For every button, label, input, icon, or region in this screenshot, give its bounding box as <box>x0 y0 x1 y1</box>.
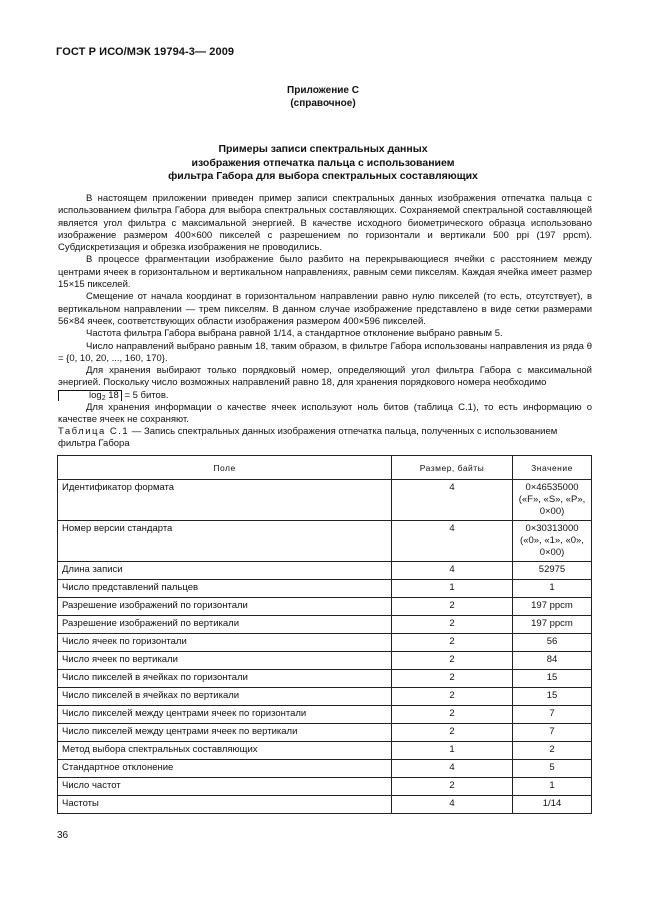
cell-value: 1 <box>513 778 592 796</box>
paragraph-text: = 5 битов. <box>121 389 169 401</box>
annex-subtitle: (справочное) <box>290 98 356 109</box>
table-row <box>58 706 592 724</box>
title-line-2: изображения отпечатка пальца с использованием <box>191 156 455 169</box>
standard-header: ГОСТ Р ИСО/МЭК 19794-3— 2009 <box>56 46 235 58</box>
cell-size: 2 <box>392 598 513 616</box>
log-argument: 18 <box>105 389 119 401</box>
table-row <box>58 796 592 814</box>
body-text <box>58 193 592 427</box>
cell-field: Разрешение изображений по горизонтали <box>58 598 392 616</box>
ceiling-expression <box>58 390 122 401</box>
cell-field: Разрешение изображений по вертикали <box>58 616 392 634</box>
table-row <box>58 760 592 778</box>
cell-size: 2 <box>392 724 513 742</box>
cell-field: Метод выбора спектральных составляющих <box>58 742 392 760</box>
table-row <box>58 598 592 616</box>
paragraph: Число направлений выбрано равным 18, таким образом, в фильтре Габора использованы направления из ряда θ = {0, 10, 20, ..., 160, 170}. <box>58 340 592 364</box>
cell-value: 0×46535000 («F», «S», «P», 0×00) <box>513 480 592 521</box>
section-title <box>0 143 646 184</box>
header-value: Значение <box>513 456 592 480</box>
cell-value: 197 ppcm <box>513 598 592 616</box>
cell-size: 2 <box>392 688 513 706</box>
table-row <box>58 580 592 598</box>
cell-field: Число пикселей между центрами ячеек по горизонтали <box>58 706 392 724</box>
title-line-1: Примеры записи спектральных данных <box>218 143 428 155</box>
cell-field: Число пикселей в ячейках по вертикали <box>58 688 392 706</box>
table-caption <box>58 426 592 451</box>
cell-field: Длина записи <box>58 562 392 580</box>
cell-size: 2 <box>392 778 513 796</box>
paragraph-text: Для хранения выбирают только порядковый номер, определяющий угол фильтра Габора с максимальной энергией. Поскольку число возможных направлений равно 18, для хранения порядкового номера необходимо <box>58 365 592 389</box>
cell-size: 4 <box>392 480 513 521</box>
cell-size: 4 <box>392 760 513 778</box>
table-row <box>58 521 592 562</box>
header-field: Поле <box>58 456 392 480</box>
cell-value: 2 <box>513 742 592 760</box>
table-row <box>58 742 592 760</box>
cell-value: 15 <box>513 670 592 688</box>
cell-field: Число пикселей в ячейках по горизонтали <box>58 670 392 688</box>
cell-field: Номер версии стандарта <box>58 521 392 562</box>
header-size: Размер, байты <box>392 456 513 480</box>
table-row <box>58 670 592 688</box>
table-row <box>58 724 592 742</box>
cell-size: 2 <box>392 652 513 670</box>
cell-value: 56 <box>513 634 592 652</box>
cell-size: 1 <box>392 580 513 598</box>
cell-size: 1 <box>392 742 513 760</box>
table-row <box>58 688 592 706</box>
log-base: 2 <box>101 394 106 402</box>
page-number: 36 <box>57 830 69 841</box>
annex-heading <box>0 84 646 110</box>
table-row <box>58 634 592 652</box>
cell-value: 0×30313000 («0», «1», «0», 0×00) <box>513 521 592 562</box>
cell-value: 7 <box>513 706 592 724</box>
cell-field: Число ячеек по вертикали <box>58 652 392 670</box>
table-row <box>58 778 592 796</box>
table-row <box>58 562 592 580</box>
cell-value: 84 <box>513 652 592 670</box>
cell-value: 5 <box>513 760 592 778</box>
table-header-row <box>58 456 592 480</box>
paragraph: Для хранения информации о качестве ячеек используют ноль битов (таблица С.1), то есть информацию о качестве ячеек не сохраняют. <box>58 402 592 426</box>
table-row <box>58 616 592 634</box>
cell-field: Частоты <box>58 796 392 814</box>
cell-size: 2 <box>392 706 513 724</box>
cell-value: 197 ppcm <box>513 616 592 634</box>
cell-size: 4 <box>392 796 513 814</box>
cell-field: Стандартное отклонение <box>58 760 392 778</box>
cell-field: Число пикселей между центрами ячеек по вертикали <box>58 724 392 742</box>
spectral-data-table <box>57 455 592 814</box>
paragraph: Смещение от начала координат в горизонтальном направлении равно нулю пикселей (то есть, отсутствует), в вертикальном направлении — трем пикселям. В данном случае изображение представлено в виде сетки размерами 56×84 ячеек, соответствующих области изображения размером 400×596 пикселей. <box>58 291 592 327</box>
table-caption-label: Таблица С.1 <box>58 426 130 437</box>
paragraph <box>58 365 592 402</box>
paragraph: Частота фильтра Габора выбрана равной 1/14, а стандартное отклонение выбрано равным 5. <box>86 328 503 340</box>
paragraph: В процессе фрагментации изображение было разбито на перекрывающиеся ячейки с расстоянием между центрами ячеек в горизонтальном и вертикальном направлениях, равным семи пикселям. Каждая ячейка имеет размер 15×15 пикселей. <box>58 254 592 291</box>
cell-field: Число частот <box>58 778 392 796</box>
cell-value: 15 <box>513 688 592 706</box>
log-text: log <box>89 389 102 401</box>
table-row <box>58 480 592 521</box>
paragraph: В настоящем приложении приведен пример записи спектральных данных изображения отпечатка пальца с использованием фильтра Габора для выбора спектральных составляющих. Сохраняемой спектральной составляющей является угол фильтра с максимальной энергией. В качестве исходного биометрического образца использовано изображение размером 400×600 пикселей с разрешением по горизонтали и вертикали 500 ppi (197 ppcm). Субдискретизация и обрезка изображения не проводились. <box>58 193 592 254</box>
table-caption-text: — Запись спектральных данных изображения отпечатка пальца, полученных с использованием фильтра Габора <box>58 426 558 450</box>
cell-value: 52975 <box>513 562 592 580</box>
cell-field: Идентификатор формата <box>58 480 392 521</box>
cell-size: 2 <box>392 670 513 688</box>
title-line-3: фильтра Габора для выбора спектральных составляющих <box>168 170 478 182</box>
cell-field: Число представлений пальцев <box>58 580 392 598</box>
cell-size: 2 <box>392 634 513 652</box>
cell-value: 7 <box>513 724 592 742</box>
cell-value: 1 <box>513 580 592 598</box>
cell-size: 4 <box>392 562 513 580</box>
annex-title: Приложение С <box>287 85 359 96</box>
cell-field: Число ячеек по горизонтали <box>58 634 392 652</box>
cell-size: 2 <box>392 616 513 634</box>
cell-value: 1/14 <box>513 796 592 814</box>
cell-size: 4 <box>392 521 513 562</box>
table-row <box>58 652 592 670</box>
